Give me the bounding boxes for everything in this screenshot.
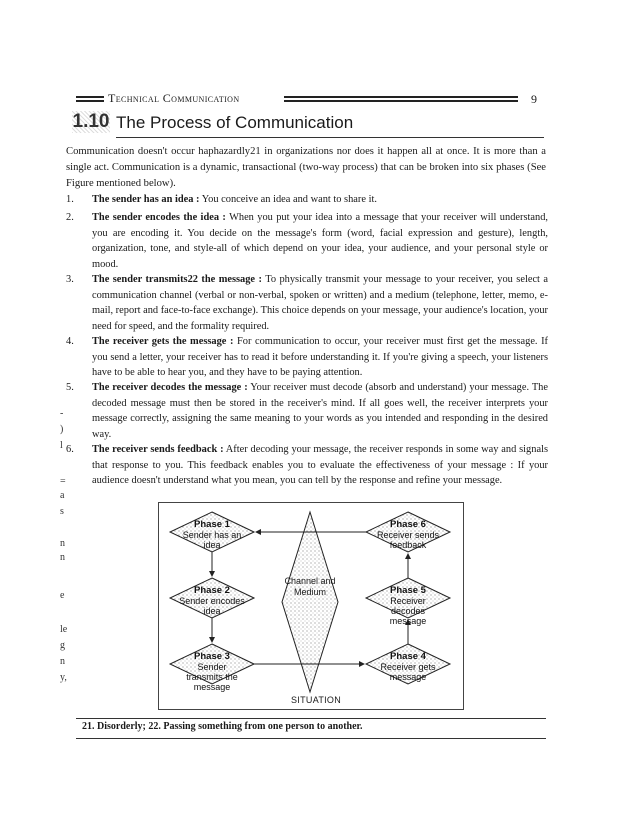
item-number: 4. xyxy=(66,336,74,347)
item-number: 5. xyxy=(66,382,74,393)
channel-medium-label: Channel and Medium xyxy=(284,576,336,597)
item-heading: The sender transmits22 the message : xyxy=(92,274,262,285)
margin-mark: y, xyxy=(60,672,67,683)
item-number: 2. xyxy=(66,212,74,223)
margin-mark: s xyxy=(60,506,64,517)
communication-process-diagram xyxy=(158,502,464,710)
margin-mark: ) xyxy=(60,424,64,435)
item-number: 3. xyxy=(66,274,74,285)
margin-mark: = xyxy=(60,476,66,487)
running-title: Technical Communication xyxy=(108,91,240,105)
list-item xyxy=(66,380,548,442)
header-rule-left xyxy=(76,96,104,98)
margin-mark: l xyxy=(60,440,63,451)
item-number: 6. xyxy=(66,444,74,455)
phase-4-label: Phase 4 Receiver gets message xyxy=(380,651,436,682)
list-item xyxy=(66,334,548,381)
footnote-rule-top xyxy=(76,718,546,719)
header-rule-right xyxy=(284,96,518,98)
intro-paragraph: Communication doesn't occur haphazardly21 in organizations nor does it happen all at once. It is more than a single act. Communication is a dynamic, transactional (two-way process) that can be broken into six phases (See Figure mentioned below). xyxy=(66,146,546,189)
margin-mark: g xyxy=(60,640,65,651)
margin-mark: n xyxy=(60,656,65,667)
footnote: 21. Disorderly; 22. Passing something from one person to another. xyxy=(82,721,363,732)
channel-diamond xyxy=(282,512,338,692)
list-item xyxy=(66,210,548,272)
phase-1-label: Phase 1 Sender has an idea xyxy=(182,519,242,550)
page-number: 9 xyxy=(531,92,537,106)
item-heading: The sender has an idea : xyxy=(92,194,200,205)
phase-3-label: Phase 3 Sender transmits the message xyxy=(186,651,238,692)
item-heading: The receiver decodes the message : xyxy=(92,382,248,393)
footnote-rule-bottom xyxy=(76,738,546,739)
item-heading: The receiver sends feedback : xyxy=(92,444,224,455)
phase-6-label: Phase 6 Receiver sends feedback xyxy=(376,519,440,550)
section-rule xyxy=(116,137,544,138)
margin-mark: - xyxy=(60,408,64,419)
phase-5-label: Phase 5 Receiver decodes message xyxy=(389,585,427,626)
list-item xyxy=(66,192,548,208)
item-text: Your receiver must decode (absorb and understand) your message. The decoded message must then be stored in the receiver's mind. If all goes well, the receiver interprets your message correctly, assigning the same meaning to your words as you intended and responding in the desired way. xyxy=(92,382,548,440)
header-rule-right-2 xyxy=(284,100,518,102)
item-text: For communication to occur, your receiver must first get the message. If you send a letter, your receiver has to read it before understanding it. If you're giving a speech, your listeners have to be able to hear you, and they have to be paying attention. xyxy=(92,336,548,379)
situation-label: SITUATION xyxy=(288,695,344,705)
item-text: After decoding your message, the receiver responds in some way and signals that response to you. This feedback enables you to evaluate the effectiveness of your message : If your audience doesn't understand what you mean, you can tell by the response and refine your message. xyxy=(92,444,548,487)
item-text: To physically transmit your message to your receiver, you select a communication channel (verbal or non-verbal, spoken or written) and a medium (telephone, letter, memo, e-mail, report and face-to-face exchange). This choice depends on your message, your audience's location, your need for speed, and the formality required. xyxy=(92,274,548,332)
list-item xyxy=(66,442,548,489)
item-text: You conceive an idea and want to share it. xyxy=(199,194,377,205)
margin-mark: le xyxy=(60,624,68,635)
header-rule-left-2 xyxy=(76,100,104,102)
margin-mark: a xyxy=(60,490,65,501)
margin-mark: n xyxy=(60,552,65,563)
item-heading: The receiver gets the message : xyxy=(92,336,234,347)
phase-2-label: Phase 2 Sender encodes idea xyxy=(179,585,245,616)
section-number: 1.10 xyxy=(72,111,110,132)
margin-mark: e xyxy=(60,590,65,601)
section-title: The Process of Communication xyxy=(116,113,354,132)
item-number: 1. xyxy=(66,194,74,205)
margin-mark: n xyxy=(60,538,65,549)
item-text: When you put your idea into a message that your receiver will understand, you are encoding it. You decide on the message's form (word, facial expression and gesture), length, organization, tone, and style-all of which depend on your idea, your audience, and your personal style or mood. xyxy=(92,212,548,270)
list-item xyxy=(66,272,548,334)
item-heading: The sender encodes the idea : xyxy=(92,212,226,223)
